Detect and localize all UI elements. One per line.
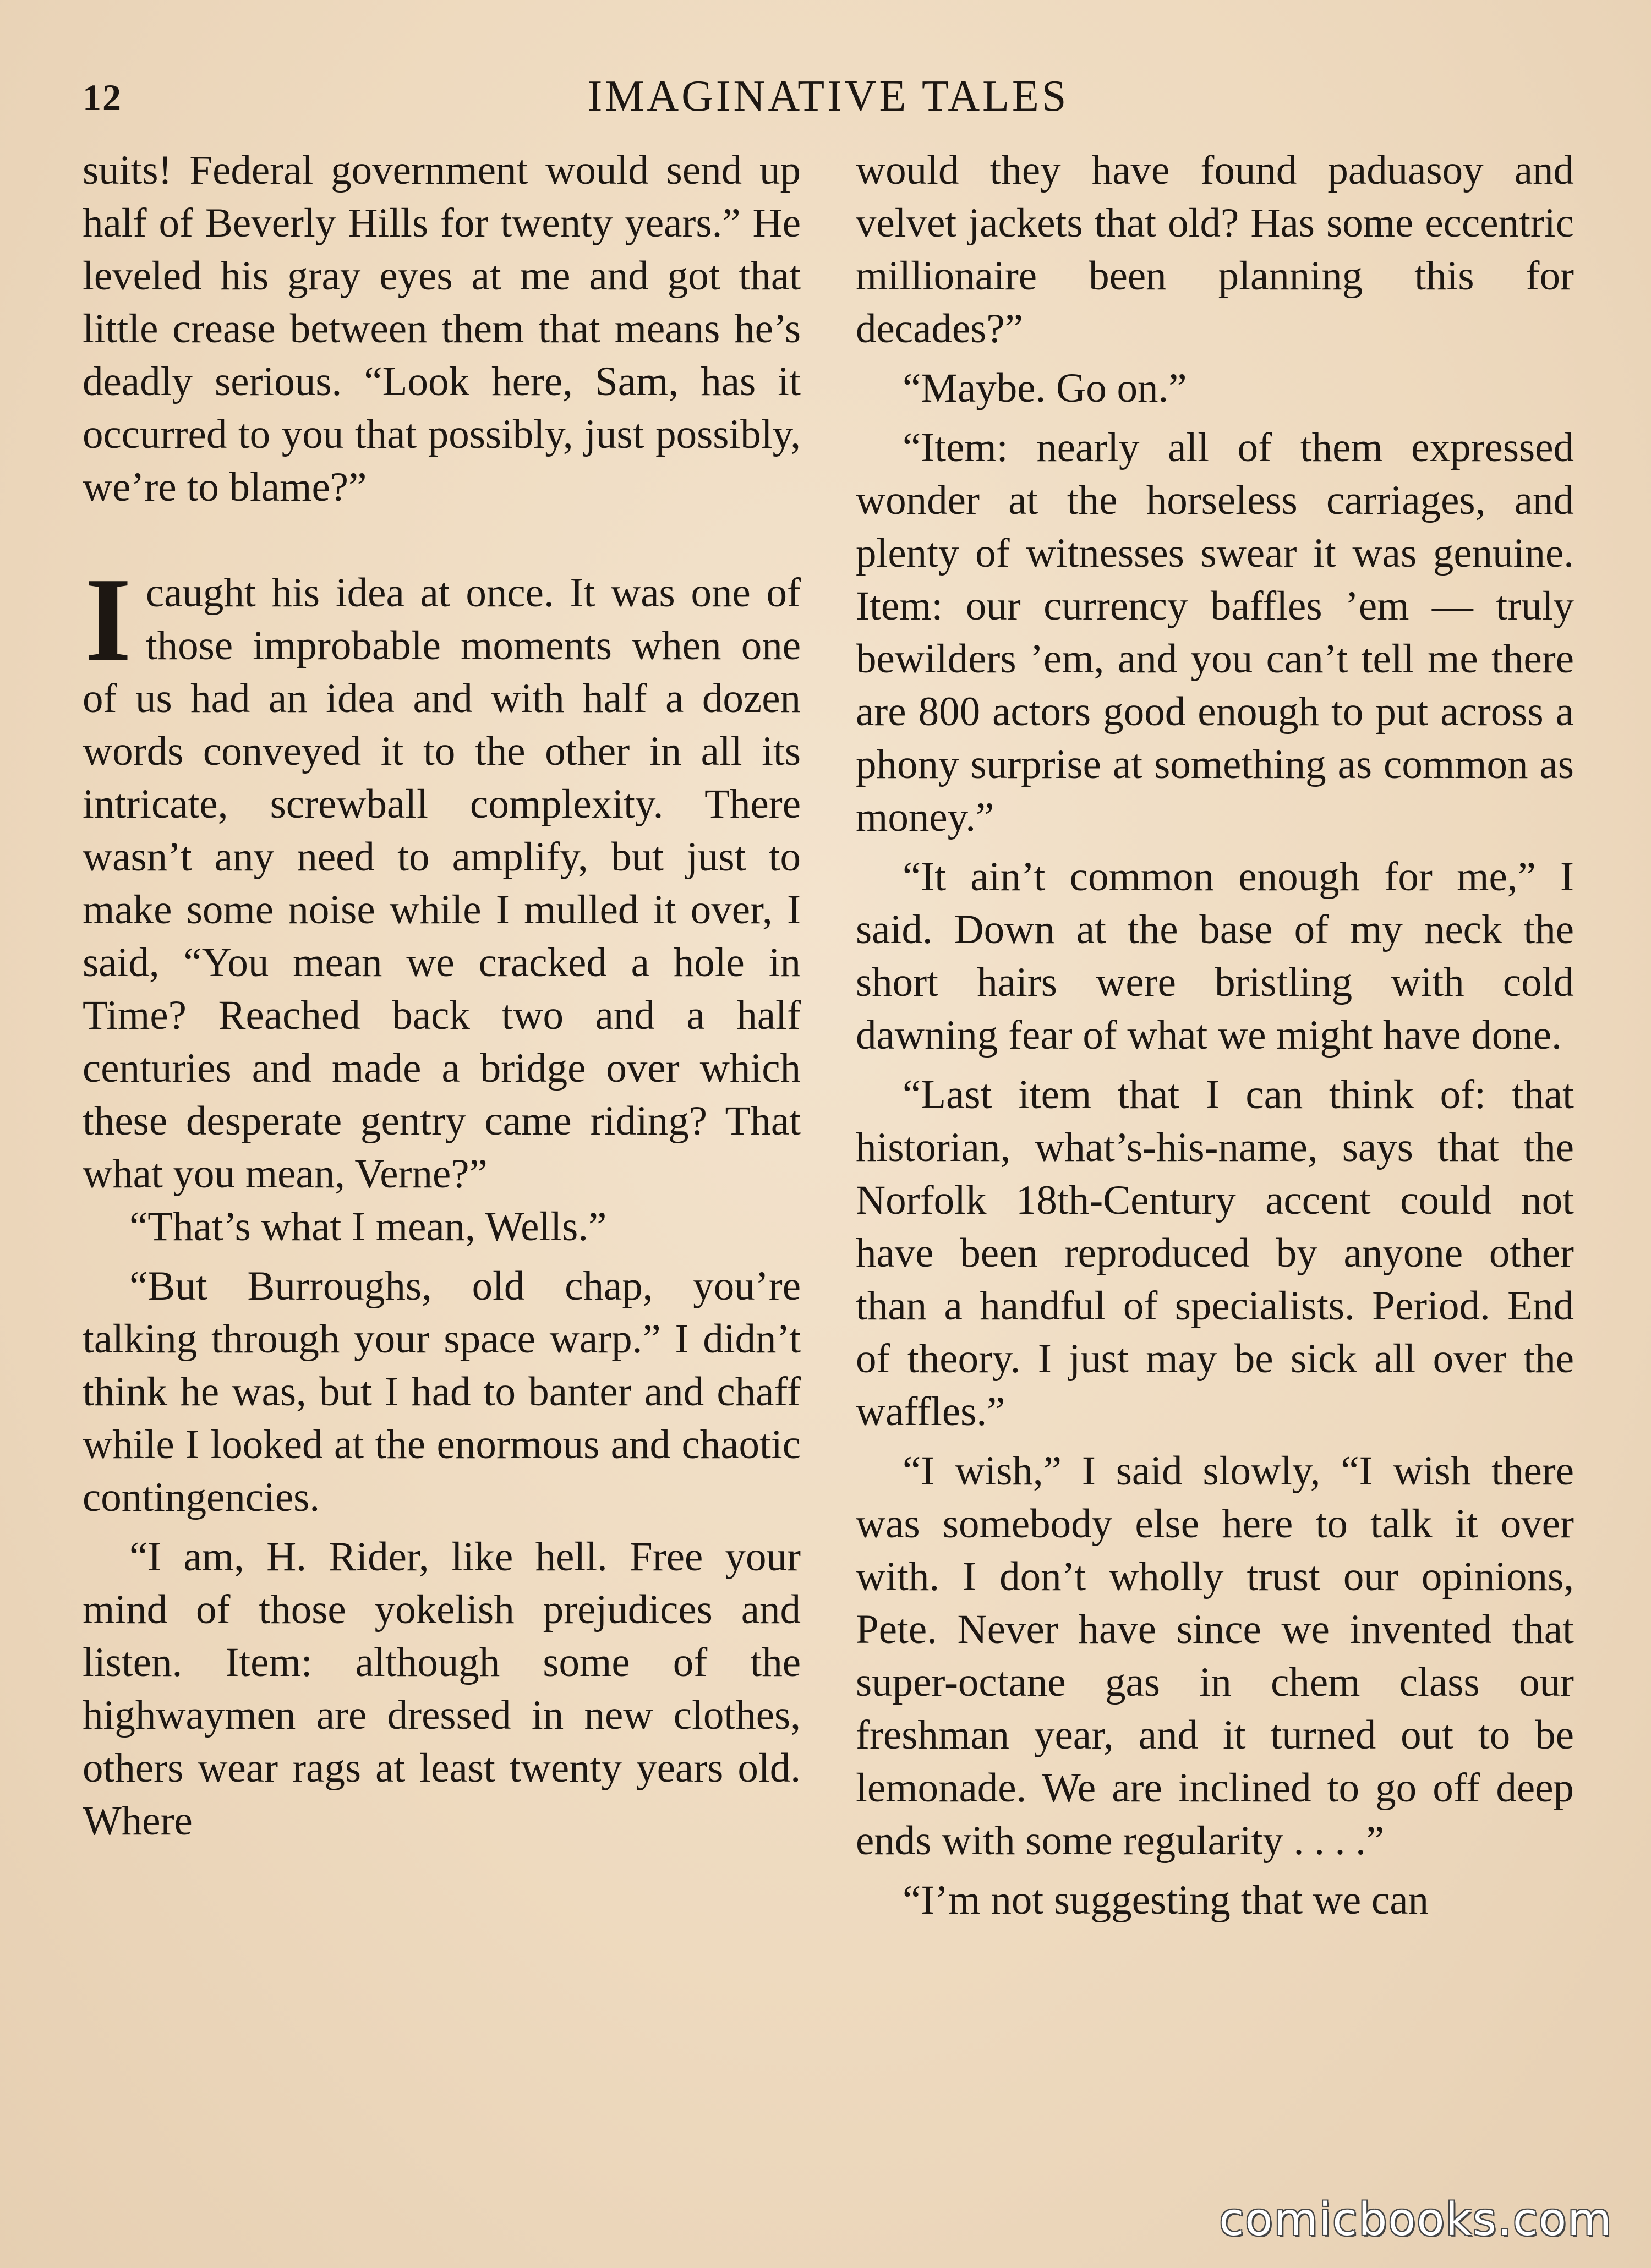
paragraph: suits! Federal government would send up half of Beverly Hills for twenty years.” He leveled his gray eyes at me and got that little crease between them that means he’s deadly serious. “Look here, Sam, has it occurred to you that possibly, just possibly, we’re to blame?”	[83, 147, 801, 510]
paragraph: “I wish,” I said slowly, “I wish there was somebody else here to talk it over with. I don’t wholly trust our opinions, Pete. Never have since we invented that super-octane gas in chem class our freshman year, and it turned out to be lemonade. We are inclined to go off deep ends with some regularity . . . .”	[856, 1448, 1574, 1864]
paragraph: “I am, H. Rider, like hell. Free your mind of those yokelish prejudices and listen. Item: although some of the highwaymen are dressed in new clothes, others wear rags at least twenty years old. Where	[83, 1534, 801, 1844]
running-title: IMAGINATIVE TALES	[587, 72, 1069, 120]
paragraph: “Last item that I can think of: that historian, what’s-his-name, says that the Norfolk 18th-Century accent could not have been reproduced by anyone other than a handful of specialists. Period. End of theory. I just may be sick all over the waffles.”	[856, 1072, 1574, 1434]
paragraph-text: caught his idea at once. It was one of those improbable moments when one of us had an idea and with half a dozen words conveyed it to the other in all its intricate, screwball complexity. There wasn’t any need to amplify, but just to make some noise while I mulled it over, I said, “You mean we cracked a hole in Time? Reached back two and a half centuries and made a bridge over which these desperate gentry came riding? That what you mean, Verne?”	[83, 570, 801, 1197]
page-number: 12	[83, 76, 122, 118]
right-column	[856, 144, 1574, 1927]
page-header	[83, 66, 1574, 138]
paragraph: “I’m not suggesting that we can	[903, 1877, 1429, 1923]
paragraph: “But Burroughs, old chap, you’re talking through your space warp.” I didn’t think he was, but I had to banter and chaff while I looked at the enormous and chaotic contingencies.	[83, 1263, 801, 1520]
paragraph: “That’s what I mean, Wells.”	[129, 1204, 607, 1250]
paragraph: “Maybe. Go on.”	[903, 365, 1187, 411]
paragraph: would they have found paduasoy and velvet jackets that old? Has some eccentric millionaire been planning this for decades?”	[856, 147, 1574, 352]
paragraph-with-dropcap	[83, 554, 801, 1201]
watermark: comicbooks.com	[1219, 2194, 1612, 2246]
paragraph: “It ain’t common enough for me,” I said. Down at the base of my neck the short hairs were bristling with cold dawning fear of what we might have done.	[856, 854, 1574, 1058]
drop-cap: I	[85, 554, 132, 686]
paragraph: “Item: nearly all of them expressed wonder at the horseless carriages, and plenty of witnesses swear it was genuine. Item: our currency baffles ’em — truly bewilders ’em, and you can’t tell me there are 800 actors good enough to put across a phony surprise at something as common as money.”	[856, 425, 1574, 840]
left-column	[83, 144, 801, 1848]
